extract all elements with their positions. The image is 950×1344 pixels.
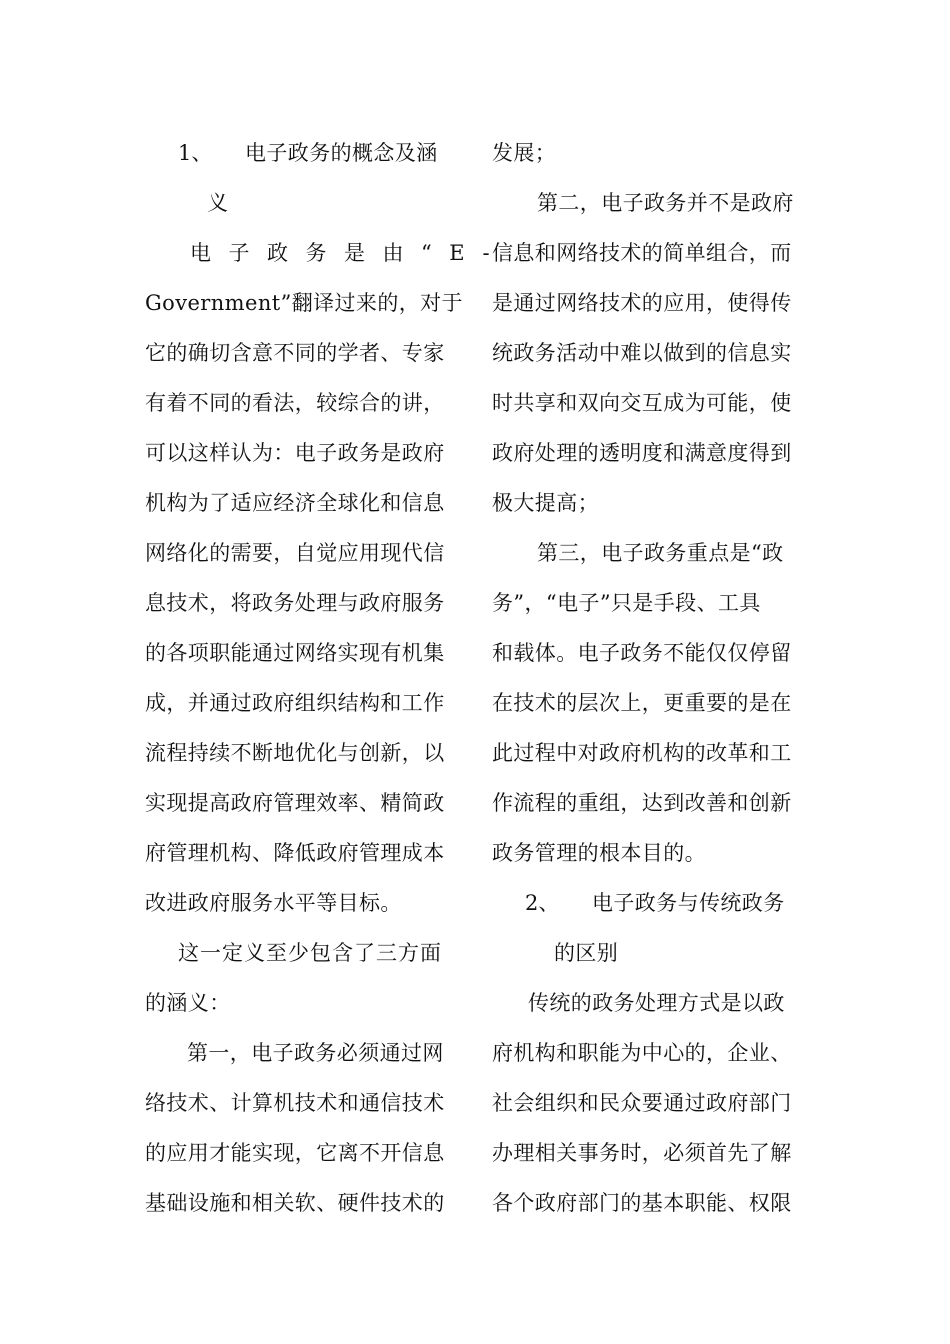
section2-number: 2、 xyxy=(525,891,560,915)
paragraph-line: 此过程中对政府机构的改革和工 xyxy=(492,741,792,765)
paragraph-line: 府机构和职能为中心的，企业、 xyxy=(492,1041,792,1065)
paragraph-line: 信息和网络技术的简单组合，而 xyxy=(492,241,792,265)
paragraph-line: 是通过网络技术的应用，使得传 xyxy=(492,291,792,315)
paragraph-line: 成，并通过政府组织结构和工作 xyxy=(145,691,445,715)
paragraph-line: 统政务活动中难以做到的信息实 xyxy=(492,341,792,365)
paragraph-line: 实现提高政府管理效率、精简政 xyxy=(145,791,445,815)
paragraph-line: 息技术，将政务处理与政府服务 xyxy=(145,591,445,615)
paragraph-line: 的应用才能实现，它离不开信息 xyxy=(145,1141,445,1165)
paragraph-line: 府管理机构、降低政府管理成本 xyxy=(145,841,445,865)
paragraph-line: 的各项职能通过网络实现有机集 xyxy=(145,641,445,665)
paragraph-line: 络技术、计算机技术和通信技术 xyxy=(145,1091,445,1115)
paragraph-line: 第三，电子政务重点是“政 xyxy=(537,541,784,565)
paragraph-line: 务”，“电子”只是手段、工具 xyxy=(492,591,761,615)
paragraph-line: 这一定义至少包含了三方面 xyxy=(178,941,442,965)
paragraph-line: Government”翻译过来的，对于 xyxy=(145,291,463,315)
section2-title-line2: 的区别 xyxy=(554,941,619,965)
paragraph-line: 各个政府部门的基本职能、权限 xyxy=(492,1191,792,1215)
paragraph-line: 流程持续不断地优化与创新，以 xyxy=(145,741,445,765)
paragraph-line: 发展； xyxy=(492,141,557,165)
paragraph-line: 它的确切含意不同的学者、专家 xyxy=(145,341,445,365)
paragraph-line: 时共享和双向交互成为可能，使 xyxy=(492,391,792,415)
paragraph-line: 的涵义： xyxy=(145,991,231,1015)
paragraph-line: 办理相关事务时，必须首先了解 xyxy=(492,1141,792,1165)
paragraph-line: 改进政府服务水平等目标。 xyxy=(145,891,402,915)
paragraph-line: 和载体。电子政务不能仅仅停留 xyxy=(492,641,792,665)
section2-title-line1: 电子政务与传统政务 xyxy=(592,891,785,915)
paragraph-line: 电子政务是由“E- xyxy=(190,241,508,265)
paragraph-line: 传统的政务处理方式是以政 xyxy=(528,991,785,1015)
paragraph-line: 有着不同的看法，较综合的讲， xyxy=(145,391,445,415)
paragraph-line: 政府处理的透明度和满意度得到 xyxy=(492,441,792,465)
section1-title-line1: 电子政务的概念及涵 xyxy=(245,141,438,165)
paragraph-line: 基础设施和相关软、硬件技术的 xyxy=(145,1191,445,1215)
paragraph-line: 第二，电子政务并不是政府 xyxy=(537,191,794,215)
paragraph-line: 机构为了适应经济全球化和信息 xyxy=(145,491,445,515)
section1-title-line2: 义 xyxy=(207,191,229,215)
paragraph-line: 社会组织和民众要通过政府部门 xyxy=(492,1091,792,1115)
paragraph-line: 在技术的层次上，更重要的是在 xyxy=(492,691,792,715)
paragraph-line: 第一，电子政务必须通过网 xyxy=(187,1041,444,1065)
section1-number: 1、 xyxy=(178,141,213,165)
paragraph-line: 网络化的需要，自觉应用现代信 xyxy=(145,541,445,565)
paragraph-line: 可以这样认为：电子政务是政府 xyxy=(145,441,445,465)
paragraph-line: 政务管理的根本目的。 xyxy=(492,841,706,865)
paragraph-line: 作流程的重组，达到改善和创新 xyxy=(492,791,792,815)
paragraph-line: 极大提高； xyxy=(492,491,599,515)
